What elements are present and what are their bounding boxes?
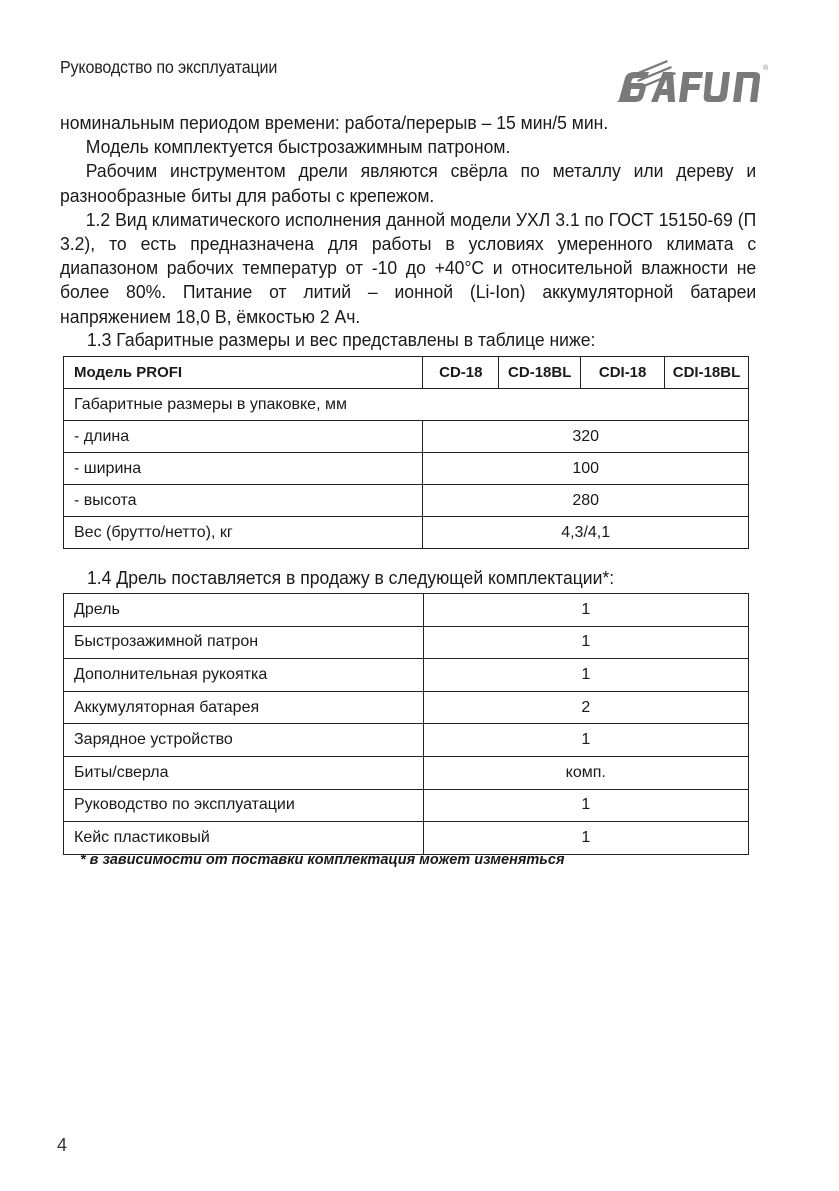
header-cell-cdi-18bl: CDI-18BL: [665, 357, 749, 389]
row-label: - ширина: [64, 453, 423, 485]
table-row: [64, 517, 749, 549]
table-row: [64, 724, 749, 757]
package-contents-table: [63, 593, 749, 855]
table-row: [64, 594, 749, 627]
row-value: 1: [423, 724, 748, 757]
row-value: 100: [423, 453, 749, 485]
paragraph-chuck: Модель комплектуется быстрозажимным патроном.: [85, 136, 511, 158]
page-number: 4: [57, 1135, 68, 1155]
row-label: Дрель: [64, 594, 424, 627]
registered-mark: ®: [763, 65, 769, 72]
paragraph-1-2-climate: 1.2 Вид климатического исполнения данной модели УХЛ 3.1 по ГОСТ 15150-69 (П 3.2), то есть предназначена для работы в условиях умеренного климата с диапазоном рабочих температур от -10 до +40°С и относительной влажности не более 80%. Питание от литий – ионной (Li-Ion) аккумуляторной батареи напряжением 18,0 В, ёмкостью 2 Ач.: [60, 208, 757, 327]
row-label: Дополнительная рукоятка: [64, 659, 424, 692]
row-value: 4,3/4,1: [423, 517, 749, 549]
row-label: Быстрозажимной патрон: [64, 626, 424, 659]
row-label: Кейс пластиковый: [64, 822, 424, 855]
table-header-row: [64, 357, 749, 389]
row-value: 1: [423, 594, 748, 627]
table-row: [64, 789, 749, 822]
dimensions-table: [63, 356, 749, 549]
row-label: Зарядное устройство: [64, 724, 424, 757]
header-cell-cdi-18: CDI-18: [581, 357, 665, 389]
table-row: [64, 626, 749, 659]
row-value: 1: [423, 789, 748, 822]
row-label: Аккумуляторная батарея: [64, 691, 424, 724]
row-value: 1: [423, 822, 748, 855]
row-value: комп.: [423, 756, 748, 789]
row-label: - длина: [64, 421, 423, 453]
table-row: [64, 485, 749, 517]
row-value: 320: [423, 421, 749, 453]
header-cell-cd-18bl: CD-18BL: [499, 357, 581, 389]
row-value: 1: [423, 626, 748, 659]
header-cell-model: Модель PROFI: [64, 357, 423, 389]
table-row: [64, 453, 749, 485]
row-value: 1: [423, 659, 748, 692]
safun-logo-icon: [611, 60, 771, 106]
body-text: [60, 111, 756, 329]
row-value: 2: [423, 691, 748, 724]
table-row: [64, 659, 749, 692]
table-row: [64, 756, 749, 789]
header-cell-cd-18: CD-18: [423, 357, 499, 389]
footnote: * в зависимости от поставки комплектация может изменяться: [80, 852, 565, 868]
section-1-4-heading: 1.4 Дрель поставляется в продажу в следующей комплектации*:: [87, 567, 615, 588]
section-1-3-heading: 1.3 Габаритные размеры и вес представлены в таблице ниже:: [87, 329, 596, 350]
table-row: [64, 822, 749, 855]
row-label: Вес (брутто/нетто), кг: [64, 517, 423, 549]
group-label-cell: Габаритные размеры в упаковке, мм: [64, 389, 749, 421]
table-row: [64, 691, 749, 724]
row-label: - высота: [64, 485, 423, 517]
paragraph-tools: Рабочим инструментом дрели являются свёрла по металлу или дереву и разнообразные биты для работы с крепежом.: [60, 160, 757, 206]
table-row: [64, 421, 749, 453]
running-header-title: Руководство по эксплуатации: [60, 57, 278, 77]
row-value: 280: [423, 485, 749, 517]
table-row-group: [64, 389, 749, 421]
row-label: Биты/сверла: [64, 756, 424, 789]
row-label: Руководство по эксплуатации: [64, 789, 424, 822]
paragraph-continuation: номинальным периодом времени: работа/перерыв – 15 мин/5 мин.: [60, 112, 609, 133]
